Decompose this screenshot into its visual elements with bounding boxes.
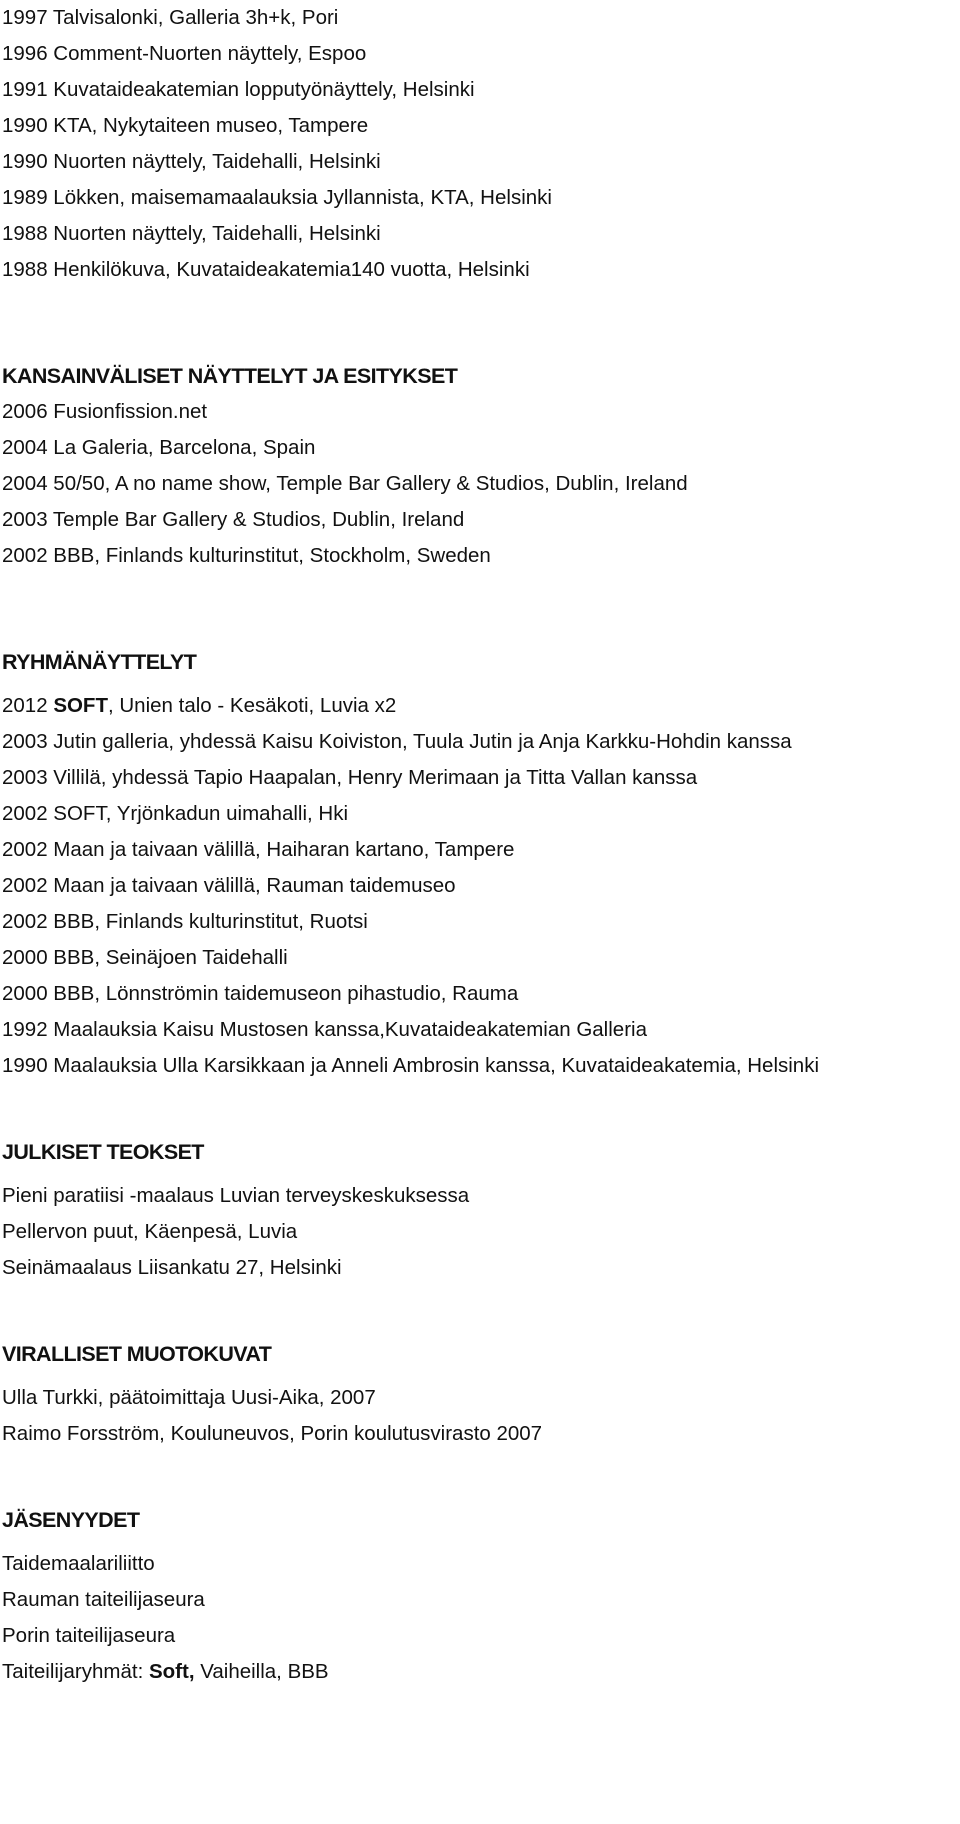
item-bold-title: SOFT [53, 694, 108, 717]
cv-document [2, 0, 952, 1690]
list-item: 1997 Talvisalonki, Galleria 3h+k, Pori [2, 6, 339, 29]
list-item: Raimo Forsström, Kouluneuvos, Porin koulutusvirasto 2007 [2, 1422, 543, 1445]
item-bold-title: Soft, [148, 1660, 195, 1683]
list-item: 1990 Nuorten näyttely, Taidehalli, Helsinki [2, 150, 381, 173]
list-item: 2000 BBB, Lönnströmin taidemuseon pihastudio, Rauma [2, 982, 519, 1005]
list-item: Porin taiteilijaseura [2, 1624, 176, 1647]
exhibitions-list [2, 0, 952, 288]
international-section [2, 358, 952, 574]
list-item: Ulla Turkki, päätoimittaja Uusi-Aika, 2007 [2, 1386, 376, 1409]
list-item: 2002 Maan ja taivaan välillä, Rauman taidemuseo [2, 874, 456, 897]
list-item: 1992 Maalauksia Kaisu Mustosen kanssa,Kuvataideakatemian Galleria [2, 1018, 647, 1041]
list-item: Rauman taiteilijaseura [2, 1588, 205, 1611]
public-works-section [2, 1134, 952, 1286]
list-item: 2003 Temple Bar Gallery & Studios, Dublin, Ireland [2, 508, 465, 531]
list-item: 1988 Henkilökuva, Kuvataideakatemia140 vuotta, Helsinki [2, 258, 530, 281]
list-item: 2000 BBB, Seinäjoen Taidehalli [2, 946, 288, 969]
list-item [2, 1654, 952, 1690]
section-heading: VIRALLISET MUOTOKUVAT [2, 1342, 272, 1366]
list-item: 1989 Lökken, maisemamaalauksia Jyllannista, KTA, Helsinki [2, 186, 552, 209]
section-heading: JÄSENYYDET [2, 1508, 140, 1532]
memberships-section [2, 1502, 952, 1690]
section-heading: RYHMÄNÄYTTELYT [2, 650, 197, 674]
list-item [2, 688, 952, 724]
section-heading: JULKISET TEOKSET [2, 1140, 204, 1164]
list-item: 2002 BBB, Finlands kulturinstitut, Ruotsi [2, 910, 368, 933]
group-section [2, 644, 952, 1084]
list-item: Taidemaalariliitto [2, 1552, 155, 1575]
list-item: Pieni paratiisi -maalaus Luvian terveyskeskuksessa [2, 1184, 470, 1207]
list-item: 2004 La Galeria, Barcelona, Spain [2, 436, 316, 459]
list-item: 2003 Jutin galleria, yhdessä Kaisu Koiviston, Tuula Jutin ja Anja Karkku-Hohdin kanssa [2, 730, 792, 753]
item-rest: , Unien talo - Kesäkoti, Luvia x2 [107, 694, 397, 717]
list-item: 2002 BBB, Finlands kulturinstitut, Stockholm, Sweden [2, 544, 491, 567]
section-heading: KANSAINVÄLISET NÄYTTELYT JA ESITYKSET [2, 364, 458, 388]
list-item: 2002 SOFT, Yrjönkadun uimahalli, Hki [2, 802, 349, 825]
item-rest: Vaiheilla, BBB [194, 1660, 329, 1683]
item-year: 2012 [2, 694, 48, 717]
list-item: 2004 50/50, A no name show, Temple Bar Gallery & Studios, Dublin, Ireland [2, 472, 688, 495]
portraits-section [2, 1336, 952, 1452]
list-item: 2003 Villilä, yhdessä Tapio Haapalan, Henry Merimaan ja Titta Vallan kanssa [2, 766, 698, 789]
list-item: 1990 Maalauksia Ulla Karsikkaan ja Anneli Ambrosin kanssa, Kuvataideakatemia, Helsinki [2, 1054, 820, 1077]
list-item: 1996 Comment-Nuorten näyttely, Espoo [2, 42, 367, 65]
item-label: Taiteilijaryhmät: [2, 1660, 149, 1683]
list-item: Pellervon puut, Käenpesä, Luvia [2, 1220, 298, 1243]
list-item: 2002 Maan ja taivaan välillä, Haiharan kartano, Tampere [2, 838, 515, 861]
list-item: 1991 Kuvataideakatemian lopputyönäyttely, Helsinki [2, 78, 475, 101]
list-item: 1988 Nuorten näyttely, Taidehalli, Helsinki [2, 222, 381, 245]
list-item: 2006 Fusionfission.net [2, 400, 208, 423]
list-item: 1990 KTA, Nykytaiteen museo, Tampere [2, 114, 369, 137]
list-item: Seinämaalaus Liisankatu 27, Helsinki [2, 1256, 342, 1279]
